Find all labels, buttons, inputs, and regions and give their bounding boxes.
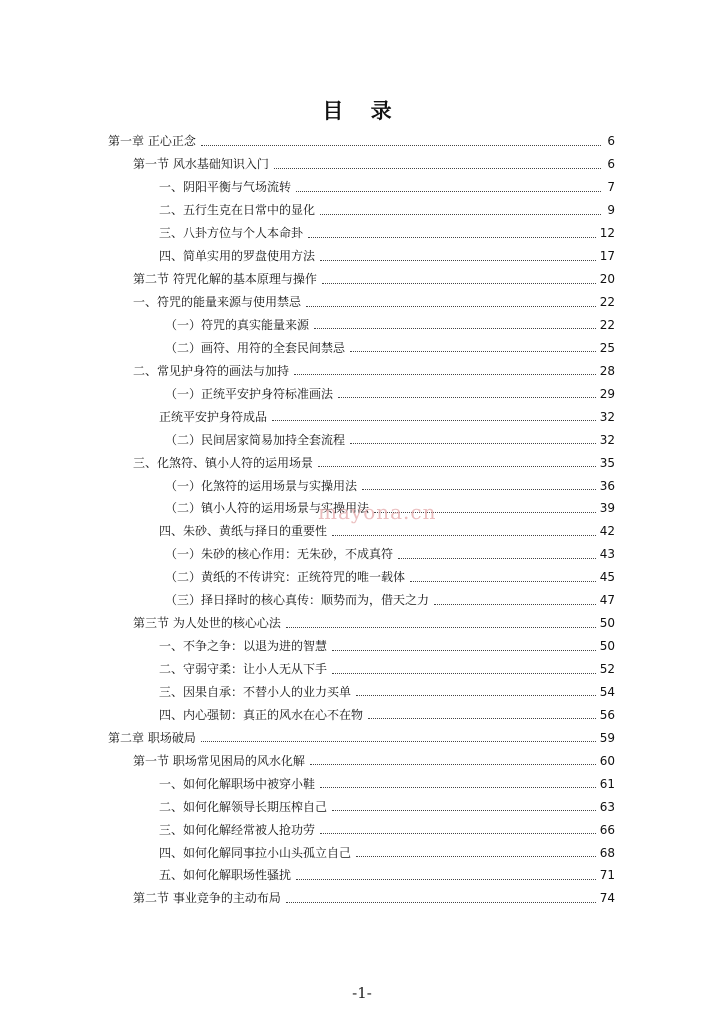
toc-entry-page: 54: [599, 684, 615, 699]
toc-entry[interactable]: [0, 199, 724, 222]
toc-entry-page: 66: [599, 822, 615, 837]
toc-entry-title: （一）化煞符的运用场景与实操用法: [165, 478, 358, 493]
dot-leader: [398, 558, 596, 559]
toc-entry-page: 60: [599, 753, 615, 768]
toc-entry-page: 22: [599, 295, 615, 310]
toc-entry-page: 42: [599, 524, 615, 539]
dot-leader: [410, 581, 596, 582]
toc-entry[interactable]: [0, 841, 724, 864]
toc-entry-page: 6: [607, 157, 615, 172]
toc-entry-page: 50: [599, 639, 615, 654]
dot-leader: [274, 168, 601, 169]
toc-entry[interactable]: [0, 795, 724, 818]
dot-leader: [320, 787, 596, 788]
toc-entry-title: （二）民间居家简易加持全套流程: [165, 432, 346, 447]
dot-leader: [201, 741, 596, 742]
toc-entry[interactable]: [0, 658, 724, 681]
page-number: -1-: [352, 984, 372, 1002]
dot-leader: [368, 718, 596, 719]
toc-entry[interactable]: [0, 268, 724, 291]
toc-entry-title: 三、八卦方位与个人本命卦: [159, 226, 304, 241]
dot-leader: [350, 443, 596, 444]
toc-entry-title: （三）择日择时的核心真传：顺势而为，借天之力: [165, 593, 430, 608]
toc-entry-page: 22: [599, 317, 615, 332]
toc-entry-title: 第一章 正心正念: [108, 134, 196, 149]
toc-entry-page: 59: [599, 730, 615, 745]
toc-entry-page: 36: [599, 478, 615, 493]
toc-entry[interactable]: [0, 176, 724, 199]
toc-entry-page: 47: [599, 593, 615, 608]
toc-entry-page: 68: [599, 845, 615, 860]
toc-entry-title: （一）符咒的真实能量来源: [165, 317, 310, 332]
toc-entry[interactable]: [0, 681, 724, 704]
toc-entry[interactable]: [0, 474, 724, 497]
toc-entry-title: 第一节 风水基础知识入门: [133, 157, 269, 172]
watermark: mayona.cn: [318, 500, 437, 524]
dot-leader: [294, 374, 596, 375]
toc-entry[interactable]: [0, 245, 724, 268]
toc-entry[interactable]: [0, 887, 724, 910]
toc-entry-title: 二、如何化解领导长期压榨自己: [159, 799, 328, 814]
toc-entry-title: 二、守弱守柔：让小人无从下手: [159, 662, 328, 677]
toc-entry-page: 32: [599, 432, 615, 447]
toc-entry-title: 五、如何化解职场性骚扰: [159, 868, 292, 883]
toc-entry-title: 第二章 职场破局: [108, 730, 196, 745]
toc-entry-title: 三、如何化解经常被人抢功劳: [159, 822, 316, 837]
toc-entry-title: 三、化煞符、镇小人符的运用场景: [133, 455, 314, 470]
dot-leader: [332, 535, 596, 536]
toc-entry-page: 63: [599, 799, 615, 814]
dot-leader: [286, 627, 596, 628]
toc-entry[interactable]: [0, 428, 724, 451]
toc-entry-title: 第二节 事业竞争的主动布局: [133, 891, 281, 906]
toc-entry-page: 61: [599, 776, 615, 791]
toc-entry-page: 71: [599, 868, 615, 883]
toc-entry[interactable]: [0, 291, 724, 314]
dot-leader: [296, 191, 601, 192]
toc-entry-page: 12: [599, 226, 615, 241]
toc-entry[interactable]: [0, 543, 724, 566]
toc-entry[interactable]: [0, 336, 724, 359]
toc-entry[interactable]: [0, 635, 724, 658]
toc-entry[interactable]: [0, 314, 724, 337]
dot-leader: [356, 695, 596, 696]
dot-leader: [332, 810, 596, 811]
toc-entry[interactable]: [0, 612, 724, 635]
toc-entry-title: 第二节 符咒化解的基本原理与操作: [133, 272, 317, 287]
dot-leader: [308, 237, 596, 238]
toc-entry-page: 56: [599, 707, 615, 722]
toc-entry[interactable]: [0, 451, 724, 474]
toc-entry-page: 32: [599, 409, 615, 424]
toc-entry-title: （二）黄纸的不传讲究：正统符咒的唯一载体: [165, 570, 406, 585]
toc-entry-page: 25: [599, 340, 615, 355]
dot-leader: [362, 489, 596, 490]
toc-entry-title: 一、阴阳平衡与气场流转: [159, 180, 292, 195]
toc-entry[interactable]: [0, 589, 724, 612]
dot-leader: [318, 466, 596, 467]
toc-entry-title: 第一节 职场常见困局的风水化解: [133, 753, 305, 768]
toc-entry-title: 二、常见护身符的画法与加持: [133, 363, 290, 378]
toc-entry-page: 28: [599, 363, 615, 378]
toc-entry-page: 35: [599, 455, 615, 470]
dot-leader: [320, 833, 596, 834]
toc-entry[interactable]: [0, 222, 724, 245]
toc-entry-page: 20: [599, 272, 615, 287]
toc-entry-title: （一）朱砂的核心作用：无朱砂，不成真符: [165, 547, 394, 562]
toc-entry[interactable]: [0, 864, 724, 887]
toc-entry-title: （二）镇小人符的运用场景与实操用法: [165, 501, 370, 516]
toc-entry-page: 43: [599, 547, 615, 562]
toc-entry-page: 17: [599, 249, 615, 264]
toc-entry[interactable]: [0, 382, 724, 405]
toc-entry[interactable]: [0, 359, 724, 382]
toc-entry-title: 正统平安护身符成品: [159, 409, 268, 424]
toc-entry-page: 6: [607, 134, 615, 149]
toc-entry-page: 39: [599, 501, 615, 516]
toc-entry-title: 一、符咒的能量来源与使用禁忌: [133, 295, 302, 310]
toc-entry[interactable]: [0, 130, 724, 153]
toc-entry-title: 四、内心强韧：真正的风水在心不在物: [159, 707, 364, 722]
dot-leader: [350, 351, 596, 352]
toc-entry-page: 45: [599, 570, 615, 585]
toc-entry-title: 一、如何化解职场中被穿小鞋: [159, 776, 316, 791]
toc-entry[interactable]: [0, 749, 724, 772]
dot-leader: [322, 283, 596, 284]
toc-entry-title: 第三节 为人处世的核心心法: [133, 616, 281, 631]
toc-entry[interactable]: [0, 497, 724, 520]
dot-leader: [286, 902, 596, 903]
toc-entry[interactable]: [0, 703, 724, 726]
toc-entry[interactable]: [0, 726, 724, 749]
toc-entry[interactable]: [0, 566, 724, 589]
toc-entry-title: （二）画符、用符的全套民间禁忌: [165, 340, 346, 355]
dot-leader: [356, 856, 596, 857]
toc-entry-page: 50: [599, 616, 615, 631]
toc-entry-title: 四、简单实用的罗盘使用方法: [159, 249, 316, 264]
dot-leader: [320, 214, 601, 215]
toc-entry-title: 二、五行生克在日常中的显化: [159, 203, 316, 218]
toc-entry-page: 7: [607, 180, 615, 195]
toc-entry-title: （一）正统平安护身符标准画法: [165, 386, 334, 401]
dot-leader: [320, 260, 596, 261]
dot-leader: [434, 604, 596, 605]
toc-entry-title: 三、因果自承：不替小人的业力买单: [159, 684, 352, 699]
toc-title: 目 录: [322, 99, 402, 123]
dot-leader: [332, 650, 596, 651]
toc-entry-page: 52: [599, 662, 615, 677]
toc-entry-page: 29: [599, 386, 615, 401]
dot-leader: [332, 673, 596, 674]
toc-entry-title: 四、朱砂、黄纸与择日的重要性: [159, 524, 328, 539]
dot-leader: [310, 764, 596, 765]
toc-entry-title: 四、如何化解同事拉小山头孤立自己: [159, 845, 352, 860]
toc-entry[interactable]: [0, 772, 724, 795]
toc-entry-page: 9: [607, 203, 615, 218]
dot-leader: [272, 420, 596, 421]
table-of-contents: [0, 130, 724, 910]
dot-leader: [338, 397, 596, 398]
toc-entry[interactable]: [0, 405, 724, 428]
toc-entry-title: 一、不争之争：以退为进的智慧: [159, 639, 328, 654]
dot-leader: [201, 145, 601, 146]
dot-leader: [374, 512, 596, 513]
toc-entry-page: 74: [599, 891, 615, 906]
dot-leader: [296, 879, 596, 880]
dot-leader: [306, 306, 596, 307]
toc-entry[interactable]: [0, 818, 724, 841]
toc-entry[interactable]: [0, 153, 724, 176]
dot-leader: [314, 328, 596, 329]
toc-entry[interactable]: [0, 520, 724, 543]
